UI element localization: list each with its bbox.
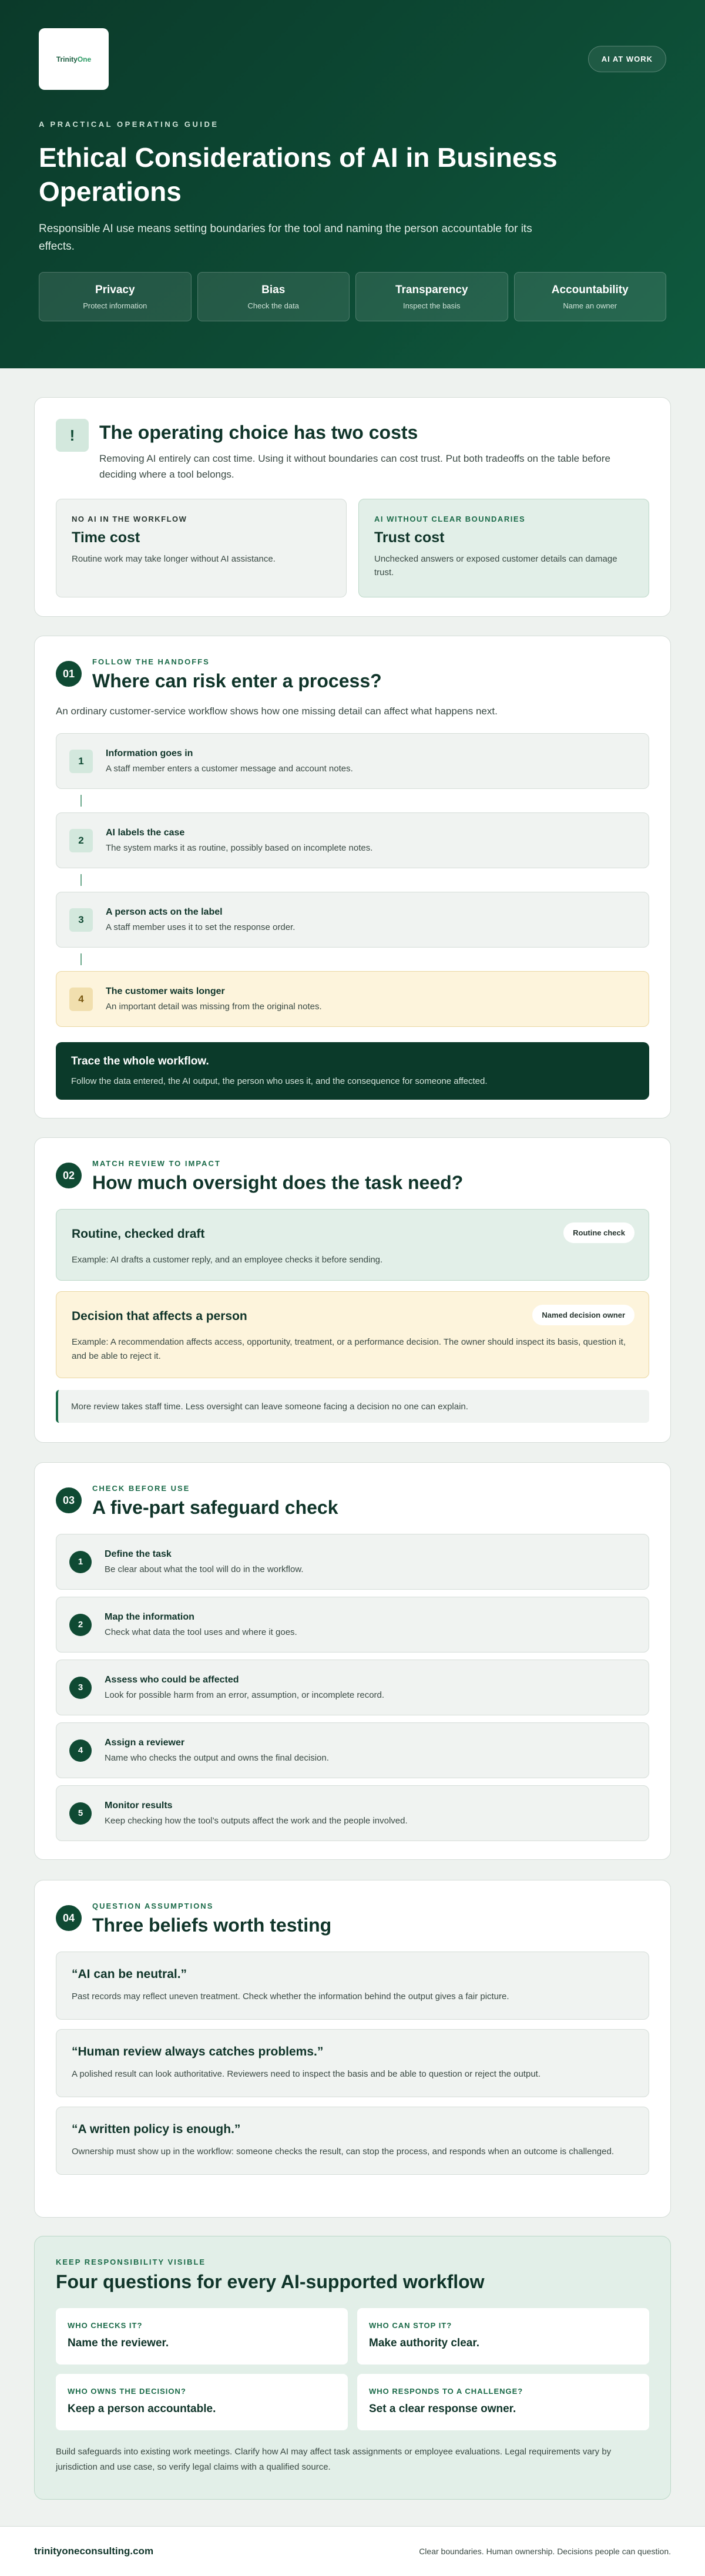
hero-eyebrow: A PRACTICAL OPERATING GUIDE — [39, 120, 219, 129]
question-answer: Set a clear response owner. — [369, 2403, 516, 2415]
item-desc: Look for possible harm from an error, assumption, or incomplete record. — [105, 1690, 385, 1700]
safeguard-item — [56, 1722, 649, 1778]
review-levels — [56, 1209, 649, 1378]
safeguard-item — [56, 1534, 649, 1590]
item-desc: Be clear about what the tool will do in the workflow. — [105, 1564, 304, 1574]
belief-list — [56, 1952, 649, 2175]
safeguard-list — [56, 1534, 649, 1841]
footer-tagline: Clear boundaries. Human ownership. Decisions people can question. — [419, 2547, 671, 2556]
card-header — [56, 1902, 649, 1936]
section-number: 02 — [56, 1163, 82, 1188]
question-label: WHO RESPONDS TO A CHALLENGE? — [369, 2387, 523, 2396]
pillar-bias — [197, 272, 350, 321]
item-title: Map the information — [105, 1612, 194, 1622]
section-title: A five-part safeguard check — [92, 1497, 338, 1518]
logo-brand: Trinity — [56, 55, 78, 63]
item-desc: Check what data the tool uses and where it goes. — [105, 1627, 297, 1637]
pillar-sub: Name an owner — [563, 301, 617, 310]
section-kicker: KEEP RESPONSIBILITY VISIBLE — [56, 2258, 206, 2266]
step-number: 2 — [69, 829, 93, 852]
step-number: 3 — [69, 908, 93, 932]
review-title: Decision that affects a person — [72, 1309, 247, 1323]
beliefs-card — [34, 1880, 671, 2218]
routine-check-badge: Routine check — [563, 1222, 634, 1243]
pillar-privacy — [39, 272, 192, 321]
workflow-step — [56, 733, 649, 789]
cost-value: Time cost — [72, 529, 140, 546]
step-title: The customer waits longer — [106, 986, 225, 996]
section-kicker: CHECK BEFORE USE — [92, 1484, 190, 1493]
oversight-card — [34, 1137, 671, 1443]
pillar-title: Accountability — [551, 283, 629, 296]
pillar-transparency — [355, 272, 508, 321]
card-header — [56, 419, 649, 482]
card-header — [56, 657, 649, 692]
logo-brand-accent: One — [77, 55, 92, 63]
item-desc: Keep checking how the tool’s outputs affect the work and the people involved. — [105, 1816, 408, 1826]
question-card — [357, 2374, 649, 2430]
step-desc: An important detail was missing from the original notes. — [106, 1002, 322, 1012]
section-title: The operating choice has two costs — [99, 422, 418, 443]
question-label: WHO CHECKS IT? — [68, 2321, 143, 2330]
pillar-row — [39, 272, 666, 321]
footer-site-link[interactable]: trinityoneconsulting.com — [34, 2545, 154, 2557]
page-footer — [0, 2526, 705, 2576]
hero-subtitle: Responsible AI use means setting boundaries for the tool and naming the person accountable for its effects. — [39, 223, 532, 253]
belief-item — [56, 2107, 649, 2175]
step-connector — [56, 789, 649, 812]
pillar-sub: Check the data — [247, 301, 299, 310]
step-number: 4 — [69, 988, 93, 1011]
company-logo[interactable] — [39, 28, 109, 90]
belief-title: “A written policy is enough.” — [72, 2122, 241, 2136]
operating-choice-card — [34, 397, 671, 617]
question-card — [357, 2308, 649, 2365]
oversight-note: More review takes staff time. Less oversight can leave someone facing a decision no one can explain. — [56, 1390, 649, 1423]
belief-title: “AI can be neutral.” — [72, 1967, 187, 1981]
safeguard-card — [34, 1462, 671, 1860]
pillar-title: Bias — [261, 283, 286, 296]
question-card — [56, 2374, 348, 2430]
question-label: WHO CAN STOP IT? — [369, 2321, 452, 2330]
cost-desc: Unchecked answers or exposed customer details can damage trust. — [374, 554, 617, 577]
step-connector — [56, 868, 649, 892]
pillar-title: Transparency — [395, 283, 468, 296]
final-note: Build safeguards into existing work meetings. Clarify how AI may affect task assignments or employee evaluations. Legal requirements vary by jurisdiction and use case, so verify legal claims with a qualified source. — [56, 2447, 612, 2472]
banner-desc: Follow the data entered, the AI output, the person who uses it, and the consequence for someone affected. — [71, 1076, 488, 1086]
item-number: 4 — [69, 1739, 92, 1762]
question-answer: Make authority clear. — [369, 2337, 479, 2349]
review-title: Routine, checked draft — [72, 1227, 205, 1241]
step-title: A person acts on the label — [106, 907, 223, 917]
question-card — [56, 2308, 348, 2365]
item-title: Monitor results — [105, 1801, 173, 1811]
pillar-sub: Protect information — [83, 301, 147, 310]
step-desc: A staff member enters a customer message and account notes. — [106, 764, 353, 774]
decision-review-card — [56, 1291, 649, 1378]
routine-review-card — [56, 1209, 649, 1281]
question-answer: Keep a person accountable. — [68, 2403, 216, 2415]
review-desc: Example: AI drafts a customer reply, and an employee checks it before sending. — [72, 1255, 383, 1265]
section-kicker: FOLLOW THE HANDOFFS — [92, 657, 210, 666]
section-number: 03 — [56, 1487, 82, 1513]
section-number: 04 — [56, 1905, 82, 1931]
section-title: Three beliefs worth testing — [92, 1915, 332, 1936]
section-text: Removing AI entirely can cost time. Using it without boundaries can cost trust. Put both tradeoffs on the table before deciding where a tool belongs. — [99, 453, 610, 480]
item-number: 3 — [69, 1677, 92, 1699]
cost-label: AI WITHOUT CLEAR BOUNDARIES — [374, 515, 526, 523]
decision-owner-badge: Named decision owner — [532, 1305, 634, 1325]
card-header — [56, 1484, 649, 1519]
section-intro: An ordinary customer-service workflow shows how one missing detail can affect what happens next. — [56, 706, 498, 717]
safeguard-item — [56, 1785, 649, 1841]
item-number: 5 — [69, 1802, 92, 1825]
section-title: Where can risk enter a process? — [92, 670, 382, 691]
card-header — [56, 1159, 649, 1194]
belief-title: “Human review always catches problems.” — [72, 2045, 324, 2058]
belief-desc: Past records may reflect uneven treatment. Check whether the information behind the output gives a fair picture. — [72, 1991, 509, 2001]
four-questions-section — [34, 2236, 671, 2500]
safeguard-item — [56, 1660, 649, 1715]
workflow-step — [56, 812, 649, 868]
cost-row — [56, 499, 649, 597]
cost-value: Trust cost — [374, 529, 445, 546]
safeguard-item — [56, 1597, 649, 1653]
pillar-title: Privacy — [95, 283, 135, 296]
workflow-steps — [56, 733, 649, 1027]
exclamation-icon: ! — [56, 419, 89, 452]
page-title: Ethical Considerations of AI in Business Operations — [39, 142, 558, 207]
review-desc: Example: A recommendation affects access, opportunity, treatment, or a performance decision. The owner should inspect its basis, question it, and be able to reject it. — [72, 1337, 626, 1361]
banner-title: Trace the whole workflow. — [71, 1055, 209, 1067]
trace-workflow-banner — [56, 1042, 649, 1100]
step-desc: A staff member uses it to set the response order. — [106, 922, 296, 932]
section-title: How much oversight does the task need? — [92, 1172, 464, 1193]
cost-card-no-boundaries — [358, 499, 649, 597]
item-title: Assess who could be affected — [105, 1675, 239, 1685]
step-title: Information goes in — [106, 748, 193, 758]
section-kicker: MATCH REVIEW TO IMPACT — [92, 1159, 221, 1168]
pillar-sub: Inspect the basis — [402, 301, 461, 310]
item-number: 1 — [69, 1551, 92, 1573]
cost-desc: Routine work may take longer without AI assistance. — [72, 554, 276, 564]
pillar-accountability — [514, 272, 667, 321]
item-number: 2 — [69, 1614, 92, 1636]
step-desc: The system marks it as routine, possibly based on incomplete notes. — [106, 843, 373, 853]
item-title: Assign a reviewer — [105, 1738, 185, 1748]
section-number: 01 — [56, 661, 82, 687]
workflow-step — [56, 892, 649, 948]
belief-desc: Ownership must show up in the workflow: someone checks the result, can stop the process, and responds when an outcome is challenged. — [72, 2147, 614, 2157]
belief-item — [56, 1952, 649, 2020]
hero-header — [0, 0, 705, 368]
question-answer: Name the reviewer. — [68, 2337, 169, 2349]
question-grid — [56, 2308, 649, 2430]
cost-label: NO AI IN THE WORKFLOW — [72, 515, 187, 523]
step-number: 1 — [69, 750, 93, 773]
belief-desc: A polished result can look authoritative. Reviewers need to inspect the basis and be able to question or reject the output. — [72, 2069, 540, 2079]
item-title: Define the task — [105, 1549, 172, 1559]
step-connector — [56, 948, 649, 971]
section-kicker: QUESTION ASSUMPTIONS — [92, 1902, 214, 1910]
section-title: Four questions for every AI-supported workflow — [56, 2271, 485, 2292]
belief-item — [56, 2029, 649, 2097]
item-desc: Name who checks the output and owns the final decision. — [105, 1753, 329, 1763]
workflow-step-warning — [56, 971, 649, 1027]
step-title: AI labels the case — [106, 828, 185, 838]
question-label: WHO OWNS THE DECISION? — [68, 2387, 186, 2396]
ai-at-work-pill: AI AT WORK — [588, 46, 666, 72]
handoffs-card — [34, 636, 671, 1119]
cost-card-no-ai — [56, 499, 347, 597]
